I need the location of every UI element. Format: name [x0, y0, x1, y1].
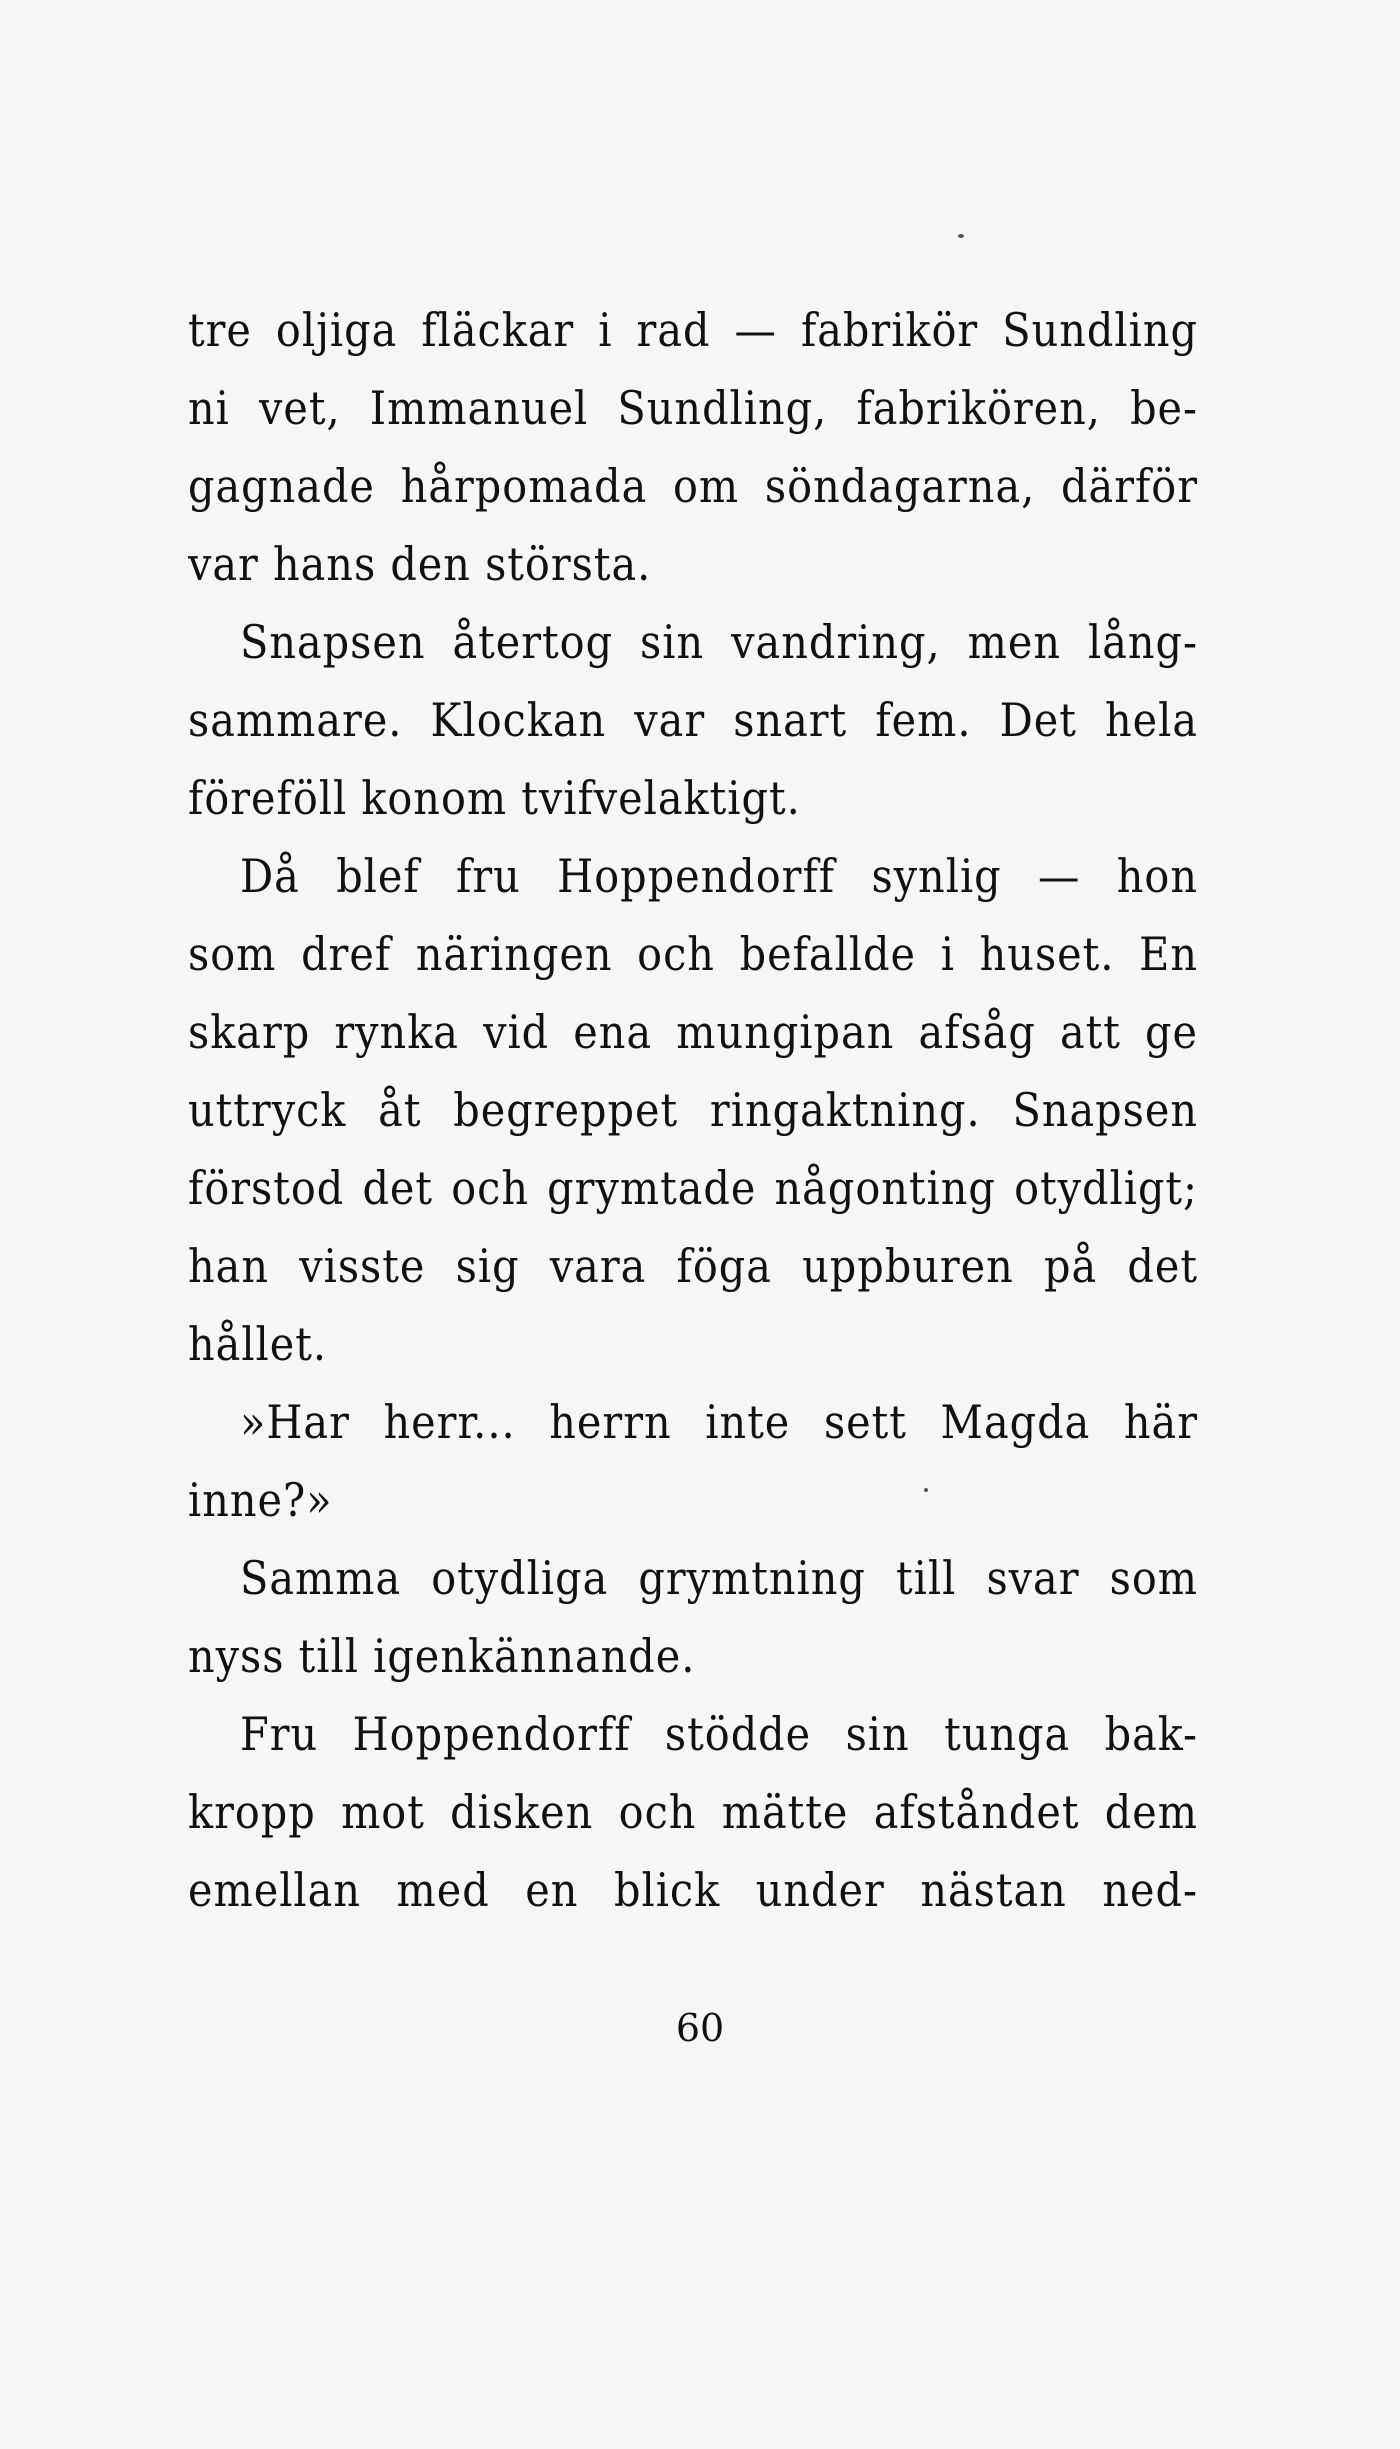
text-line: »Har herr... herrn inte sett Magda här — [240, 1395, 1198, 1449]
text-line: uttryck åt begreppet ringaktning. Snapsen — [188, 1083, 1198, 1137]
text-line: hållet. — [188, 1317, 328, 1371]
text-line: var hans den största. — [188, 537, 652, 591]
text-line: föreföll konom tvifvelaktigt. — [188, 771, 801, 825]
text-line: sammare. Klockan var snart fem. Det hela — [188, 693, 1198, 747]
text-line: ni vet, Immanuel Sundling, fabrikören, be- — [188, 381, 1198, 435]
text-line: Då blef fru Hoppendorff synlig — hon — [240, 849, 1198, 903]
text-line: emellan med en blick under nästan ned- — [188, 1863, 1198, 1917]
text-line: han visste sig vara föga uppburen på det — [188, 1239, 1198, 1293]
text-line: Fru Hoppendorff stödde sin tunga bak- — [240, 1707, 1198, 1761]
text-line: som dref näringen och befallde i huset. En — [188, 927, 1198, 981]
text-line: tre oljiga fläckar i rad — fabrikör Sundling — [188, 303, 1198, 357]
text-line: inne?» — [188, 1473, 333, 1527]
text-line: Snapsen återtog sin vandring, men lång- — [240, 615, 1198, 669]
page-number: 60 — [675, 2006, 725, 2050]
text-line: Samma otydliga grymtning till svar som — [240, 1551, 1198, 1605]
text-line: gagnade hårpomada om söndagarna, därför — [188, 459, 1198, 513]
ink-speck — [958, 234, 964, 238]
text-line: nyss till igenkännande. — [188, 1629, 696, 1683]
text-line: kropp mot disken och mätte afståndet dem — [188, 1785, 1198, 1839]
text-line: förstod det och grymtade någonting otydligt; — [188, 1161, 1198, 1215]
text-line: skarp rynka vid ena mungipan afsåg att ge — [188, 1005, 1198, 1059]
